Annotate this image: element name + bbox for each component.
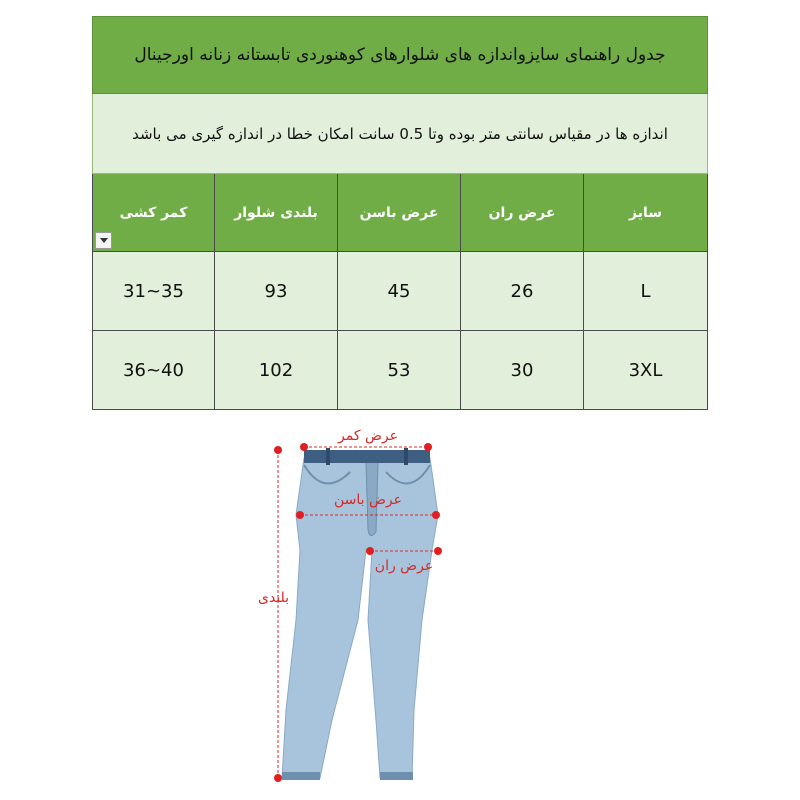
header-hip-width: عرض باسن [338,174,461,252]
measure-point [274,774,282,782]
header-waist-stretch [92,174,215,252]
table-title: جدول راهنمای سایزواندازه های شلوارهای کوهنوردی تابستانه زنانه اورجینال [92,16,708,94]
header-size: سایز [584,174,708,252]
size-guide-table [92,16,708,411]
cell-size: 3XL [584,331,708,410]
belt-loop [326,448,330,465]
measure-point [300,443,308,451]
cell-hip-width: 53 [338,331,461,410]
right-hem [380,772,413,780]
measure-point [434,547,442,555]
filter-dropdown-icon[interactable] [95,232,112,249]
pants-measurement-diagram [200,420,520,795]
length-label: بلندی [258,590,290,606]
header-pants-length: بلندی شلوار [215,174,338,252]
cell-hip-width: 45 [338,252,461,331]
table-row [92,331,708,410]
measure-point [424,443,432,451]
cell-waist-stretch: 36~40 [92,331,215,410]
header-waist-stretch-label: کمر کشی [119,204,188,221]
size-grid [92,174,708,410]
cell-waist-stretch: 31~35 [92,252,215,331]
measure-point [432,511,440,519]
cell-pants-length: 102 [215,331,338,410]
measure-point [366,547,374,555]
measure-point [274,446,282,454]
thigh-width-label: عرض ران [374,558,434,574]
header-thigh-width: عرض ران [461,174,584,252]
waist-width-label: عرض کمر [338,428,398,444]
header-row [92,174,708,252]
left-hem [282,772,320,780]
measure-point [296,511,304,519]
measurement-note: اندازه ها در مقیاس سانتی متر بوده وتا 0.5 سانت امکان خطا در اندازه گیری می باشد [92,94,708,174]
cell-thigh-width: 26 [461,252,584,331]
table-row [92,252,708,331]
cell-size: L [584,252,708,331]
belt-loop [404,448,408,465]
hip-width-label: عرض باسن [333,492,403,508]
cell-thigh-width: 30 [461,331,584,410]
cell-pants-length: 93 [215,252,338,331]
waistband [304,450,430,463]
